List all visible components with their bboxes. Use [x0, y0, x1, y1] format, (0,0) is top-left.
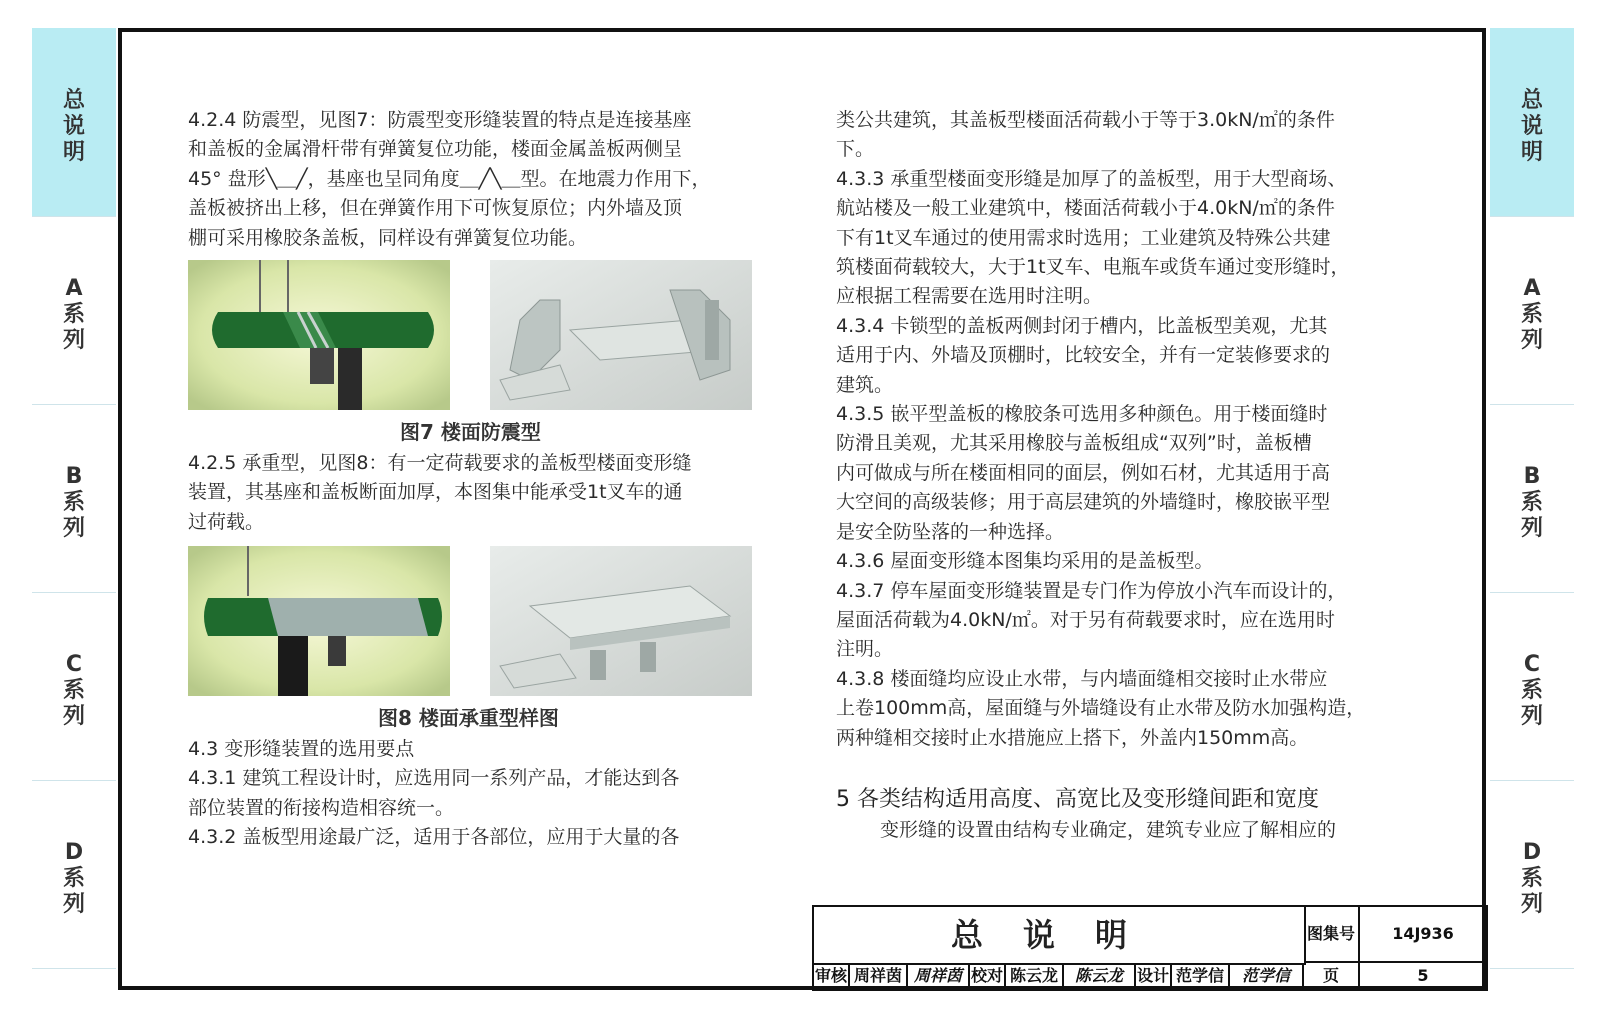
side-tab-char: 明 — [1520, 140, 1543, 165]
side-tab-text — [32, 464, 116, 542]
para-4-3 — [188, 735, 679, 853]
side-tab-char: 列 — [1520, 704, 1543, 729]
text-line: 大空间的高级装修；用于高层建筑的外墙缝时，橡胶嵌平型 — [836, 491, 1331, 514]
text-line: 4.2.5 承重型，见图8：有一定荷载要求的盖板型楼面变形缝 — [188, 452, 692, 474]
side-tab-char: 列 — [62, 892, 85, 917]
review-label: 审核 — [814, 963, 850, 991]
para-4-2-5 — [188, 449, 691, 537]
text-line: 4.3.5 嵌平型盖板的橡胶条可选用多种颜色。用于楼面缝时 — [836, 403, 1328, 426]
side-tab-c[interactable] — [32, 592, 116, 781]
side-tab-char: D — [1522, 840, 1542, 865]
section-5-title: 5 各类结构适用高度、高宽比及变形缝间距和宽度 — [836, 787, 1319, 812]
designer-name: 范学信 — [1172, 963, 1230, 991]
fig8-photo-left — [188, 546, 450, 696]
title-block-title: 总说明 — [814, 907, 1306, 965]
designer-signature: 范学信 — [1230, 963, 1304, 991]
para-4-2-4 — [188, 106, 710, 253]
text-line: 4.3.7 停车屋面变形缝装置是专门作为停放小汽车而设计的， — [836, 579, 1347, 602]
text-line: 航站楼及一般工业建筑中，楼面活荷载小于4.0kN/㎡的条件 — [836, 197, 1335, 220]
text-line: 防滑且美观，尤其采用橡胶与盖板组成“双列”时，盖板槽 — [836, 432, 1312, 455]
title-block — [812, 905, 1488, 991]
side-tab-text — [32, 276, 116, 354]
side-tab-char: 系 — [62, 678, 85, 703]
side-tab-char: 说 — [1520, 114, 1543, 139]
text-line: 4.3.4 卡锁型的盖板两侧封闭于槽内，比盖板型美观，尤其 — [836, 314, 1328, 337]
text-line: 下。 — [836, 138, 875, 161]
side-tab-char: 列 — [62, 704, 85, 729]
side-tab-char: 明 — [62, 140, 85, 165]
side-tab-text — [32, 88, 116, 166]
side-tab-char: A — [65, 276, 83, 301]
side-tab-char: 列 — [1520, 516, 1543, 541]
side-tab-b[interactable] — [1490, 404, 1574, 593]
text-line: 4.3.3 承重型楼面变形缝是加厚了的盖板型，用于大型商场、 — [836, 167, 1347, 190]
side-tab-text — [1490, 652, 1574, 730]
text-line: 4.3 变形缝装置的选用要点 — [188, 738, 415, 760]
page-number: 5 — [1360, 963, 1488, 991]
check-label: 校对 — [970, 963, 1006, 991]
side-tab-char: B — [65, 464, 83, 489]
text-line: 屋面活荷载为4.0kN/㎡。对于另有荷载要求时，应在选用时 — [836, 608, 1335, 631]
side-tab-text — [1490, 276, 1574, 354]
text-line: 4.3.6 屋面变形缝本图集均采用的是盖板型。 — [836, 550, 1214, 573]
atlas-number-label: 图集号 — [1304, 907, 1360, 963]
fig7-photo-right — [490, 260, 752, 410]
text-line: 4.2.4 防震型，见图7：防震型变形缝装置的特点是连接基座 — [188, 109, 692, 131]
text-line: 两种缝相交接时止水措施应上搭下，外盖内150mm高。 — [836, 726, 1309, 749]
side-tab-char: 系 — [1520, 302, 1543, 327]
side-tab-d[interactable] — [32, 780, 116, 969]
text-line: 和盖板的金属滑杆带有弹簧复位功能，楼面金属盖板两侧呈 — [188, 138, 683, 161]
side-tab-char: 系 — [1520, 490, 1543, 515]
text-line: 棚可采用橡胶条盖板，同样设有弹簧复位功能。 — [188, 226, 588, 249]
text-line: 4.3.8 楼面缝均应设止水带，与内墙面缝相交接时止水带应 — [836, 667, 1328, 690]
side-tab-char: 系 — [62, 302, 85, 327]
text-line: 内可做成与所在楼面相同的面层，例如石材，尤其适用于高 — [836, 461, 1331, 484]
text-line: 下有1t叉车通过的使用需求时选用；工业建筑及特殊公共建 — [836, 226, 1331, 249]
checker-signature: 陈云龙 — [1064, 963, 1136, 991]
text-line: 4.3.2 盖板型用途最广泛，适用于各部位，应用于大量的各 — [188, 826, 680, 849]
text-line: 过荷载。 — [188, 510, 265, 533]
text-line: 类公共建筑，其盖板型楼面活荷载小于等于3.0kN/㎡的条件 — [836, 109, 1335, 131]
side-tab-c[interactable] — [1490, 592, 1574, 781]
fig7-caption: 图7 楼面防震型 — [400, 420, 541, 444]
side-tab-char: 系 — [62, 490, 85, 515]
side-tab-text — [1490, 840, 1574, 918]
text-line: 建筑。 — [836, 373, 894, 396]
text-line: 装置，其基座和盖板断面加厚，本图集中能承受1t叉车的通 — [188, 481, 683, 504]
side-tab-text — [1490, 464, 1574, 542]
side-tab-char: 列 — [1520, 892, 1543, 917]
atlas-number: 14J936 — [1360, 907, 1488, 963]
reviewer-name: 周祥茵 — [850, 963, 908, 991]
side-tab-char: 系 — [1520, 678, 1543, 703]
design-label: 设计 — [1136, 963, 1172, 991]
side-tab-text — [32, 840, 116, 918]
text-line: 筑楼面荷载较大，大于1t叉车、电瓶车或货车通过变形缝时， — [836, 256, 1350, 279]
side-tab-label — [32, 88, 116, 166]
checker-name: 陈云龙 — [1006, 963, 1064, 991]
text-line: 上卷100mm高，屋面缝与外墙缝设有止水带及防水加强构造， — [836, 697, 1366, 720]
right-side-tabs — [1490, 28, 1574, 973]
text-line: 应根据工程需要在选用时注明。 — [836, 285, 1103, 308]
side-tab-char: 系 — [62, 866, 85, 891]
side-tab-char: 列 — [62, 328, 85, 353]
fig8-caption: 图8 楼面承重型样图 — [378, 706, 559, 730]
text-line: 部位装置的衔接构造相容统一。 — [188, 796, 455, 819]
left-side-tabs — [32, 28, 116, 973]
side-tab-char: 列 — [62, 516, 85, 541]
side-tab-d[interactable] — [1490, 780, 1574, 969]
text-line: 45° 盘形╲＿╱，基座也呈同角度＿╱╲＿型。在地震力作用下， — [188, 167, 711, 190]
side-tab-char: B — [1523, 464, 1541, 489]
reviewer-signature: 周祥茵 — [908, 963, 970, 991]
text-line: 4.3.1 建筑工程设计时，应选用同一系列产品，才能达到各 — [188, 767, 680, 790]
fig7-photo-left — [188, 260, 450, 410]
text-line: 适用于内、外墙及顶棚时，比较安全，并有一定装修要求的 — [836, 344, 1331, 367]
right-column-text — [836, 106, 1365, 753]
side-tab-char: 总 — [62, 88, 85, 113]
side-tab-a[interactable] — [32, 216, 116, 405]
side-tab-a[interactable] — [1490, 216, 1574, 405]
section-5-text — [880, 816, 1336, 845]
side-tab-char: C — [65, 652, 83, 677]
text-line: 是安全防坠落的一种选择。 — [836, 520, 1065, 543]
side-tab-char: 说 — [62, 114, 85, 139]
side-tab-text — [1490, 88, 1574, 166]
fig8-photo-right — [490, 546, 752, 696]
side-tab-b[interactable] — [32, 404, 116, 593]
text-line: 盖板被挤出上移，但在弹簧作用下可恢复原位；内外墙及顶 — [188, 197, 683, 220]
side-tab-general[interactable] — [32, 28, 116, 217]
side-tab-char: C — [1523, 652, 1541, 677]
side-tab-char: D — [64, 840, 84, 865]
side-tab-text — [32, 652, 116, 730]
side-tab-general[interactable] — [1490, 28, 1574, 217]
side-tab-char: 总 — [1520, 88, 1543, 113]
text-line: 注明。 — [836, 638, 894, 661]
text-line: 变形缝的设置由结构专业确定，建筑专业应了解相应的 — [880, 819, 1337, 841]
side-tab-char: A — [1523, 276, 1541, 301]
side-tab-char: 列 — [1520, 328, 1543, 353]
side-tab-char: 系 — [1520, 866, 1543, 891]
page-label: 页 — [1304, 963, 1360, 991]
